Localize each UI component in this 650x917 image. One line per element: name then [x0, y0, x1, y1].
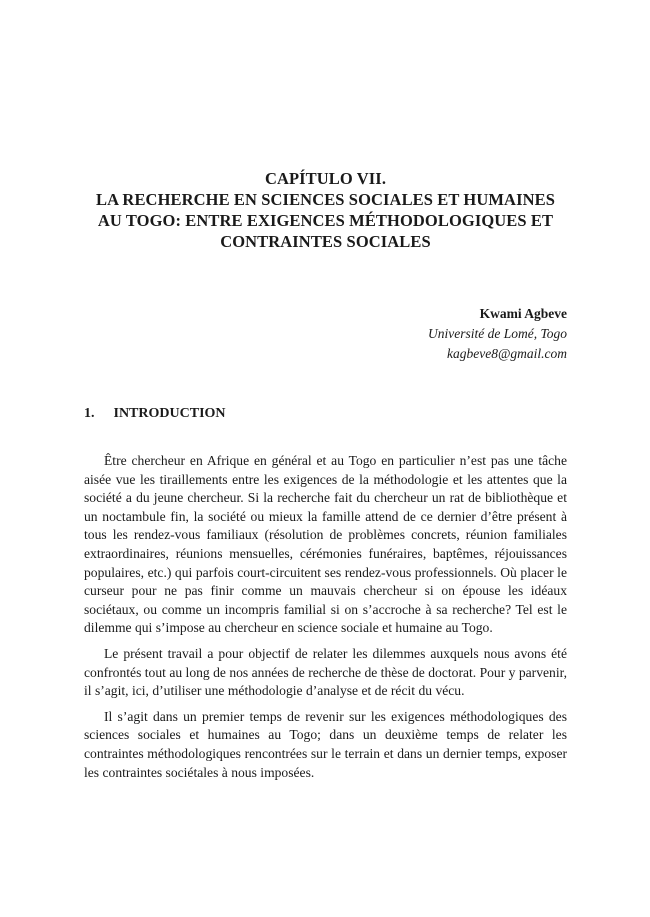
chapter-title-line-3: CONTRAINTES SOCIALES	[220, 232, 431, 251]
author-affiliation: Université de Lomé, Togo	[428, 326, 567, 341]
chapter-number: CAPÍTULO VII.	[264, 169, 387, 188]
paragraph-3: Il s’agit dans un premier temps de revenir sur les exigences méthodologiques des sciences sociales et humaines au Togo; dans un deuxième temps de relater les contraintes méthodologiques rencontrées sur le terrain et dans un dernier temps, exposer les contraintes sociétales à nous imposées.	[84, 708, 567, 780]
section-number: 1.	[84, 406, 95, 421]
paragraph-2: Le présent travail a pour objectif de relater les dilemmes auxquels nous avons été confrontés tout au long de nos années de recherche de thèse de doctorat. Pour y parvenir, il s’agit, ici, d’utiliser une méthodologie d’analyse et de récit du vécu.	[84, 645, 567, 699]
paragraph-1: Être chercheur en Afrique en général et au Togo en particulier n’est pas une tâche aisée vue les tiraillements entre les exigences de la méthodologie et les attentes que la société a du jeune chercheur. Si la recherche fait du chercheur un rat de bibliothèque et un noctambule fin, la société ou mieux la famille attend de ce dernier d’être présent à tous les rendez-vous familiaux (résolution de problèmes concrets, réunion familiales extraordinaires, réunions mensuelles, cérémonies funéraires, baptêmes, réjouissances populaires, etc.) qui parfois court-circuitent ses rendez-vous professionnels. Où placer le curseur pour ne pas finir comme un mauvais chercheur si on épouse les idéaux sociétaux, ou comme un incompris familial si on s’accroche à sa recherche? Tel est le dilemme qui s’impose au chercheur en science sociale et humaine au Togo.	[84, 453, 567, 636]
section-title: INTRODUCTION	[113, 406, 226, 421]
chapter-heading	[84, 168, 567, 252]
chapter-title-line-2: AU TOGO: ENTRE EXIGENCES MÉTHODOLOGIQUES ET	[97, 211, 554, 230]
author-email: kagbeve8@gmail.com	[446, 346, 567, 361]
section-heading	[84, 404, 226, 424]
chapter-title-line-1: LA RECHERCHE EN SCIENCES SOCIALES ET HUMAINES	[96, 190, 555, 209]
body-text	[84, 452, 567, 789]
author-name: Kwami Agbeve	[479, 306, 567, 321]
author-block	[428, 304, 567, 364]
